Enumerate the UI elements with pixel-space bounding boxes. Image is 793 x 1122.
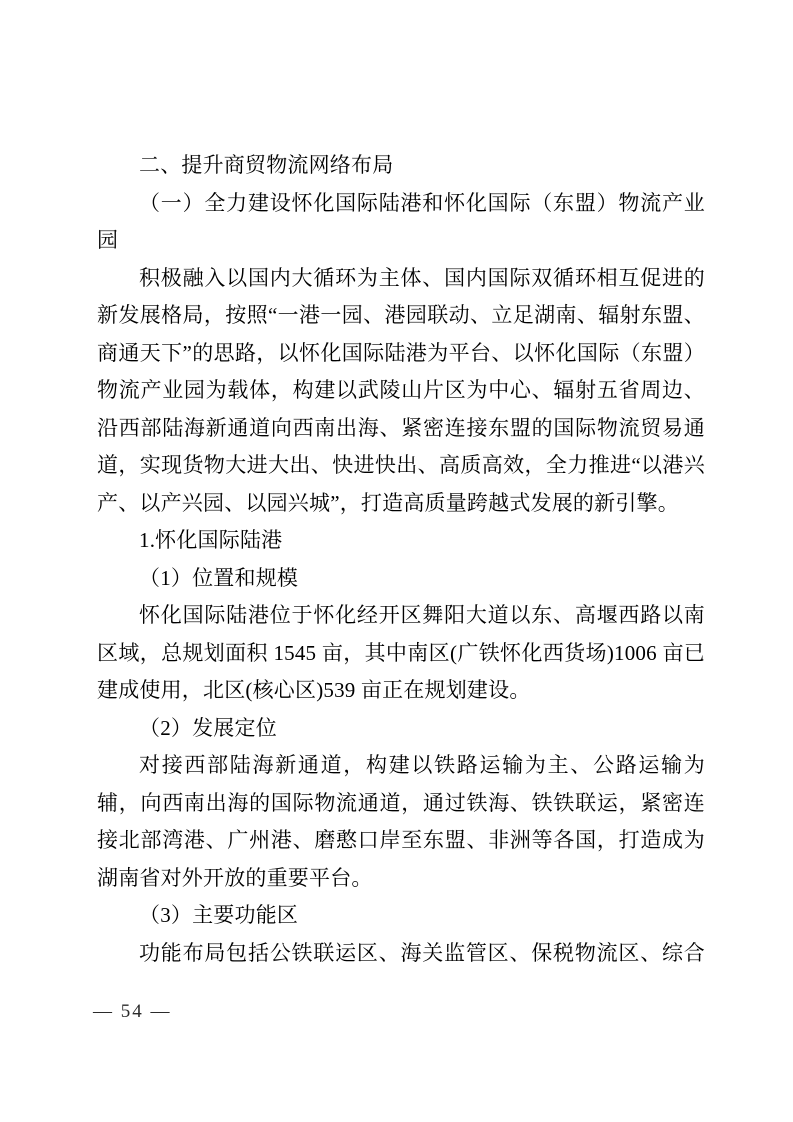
- page-number: — 54 —: [93, 1001, 172, 1022]
- paragraph-functional-zones: 功能布局包括公铁联运区、海关监管区、保税物流区、综合: [139, 940, 705, 965]
- document-body: [97, 147, 705, 972]
- paragraph-location-scale: 怀化国际陆港位于怀化经开区舞阳大道以东、高堰西路以南区域，总规划面积 1545 亩，其中南区(广铁怀化西货场)1006 亩已建成使用，北区(核心区)539 亩正在规划建设。: [97, 603, 705, 702]
- subsection-heading: （一）全力建设怀化国际陆港和怀化国际（东盟）物流产业园: [97, 190, 705, 252]
- paragraph-development-positioning: 对接西部陆海新通道，构建以铁路运输为主、公路运输为辅，向西南出海的国际物流通道，通过铁海、铁铁联运，紧密连接北部湾港、广州港、磨憨口岸至东盟、非洲等各国，打造成为湖南省对外开放的重要平台。: [97, 753, 705, 890]
- item-1-sub-2-heading: （2）发展定位: [139, 715, 277, 740]
- item-1-heading: 1.怀化国际陆港: [139, 528, 283, 552]
- item-1-sub-3-heading: （3）主要功能区: [139, 903, 299, 927]
- section-heading: 二、提升商贸物流网络布局: [139, 154, 394, 177]
- paragraph-intro: 积极融入以国内大循环为主体、国内国际双循环相互促进的新发展格局，按照“一港一园、港园联动、立足湖南、辐射东盟、商通天下”的思路，以怀化国际陆港为平台、以怀化国际（东盟）物流产业园为载体，构建以武陵山片区为中心、辐射五省周边、沿西部陆海新通道向西南出海、紧密连接东盟的国际物流贸易通道，实现货物大进大出、快进快出、高质高效，全力推进“以港兴产、以产兴园、以园兴城”，打造高质量跨越式发展的新引擎。: [97, 265, 705, 515]
- item-1-sub-1-heading: （1）位置和规模: [139, 565, 299, 590]
